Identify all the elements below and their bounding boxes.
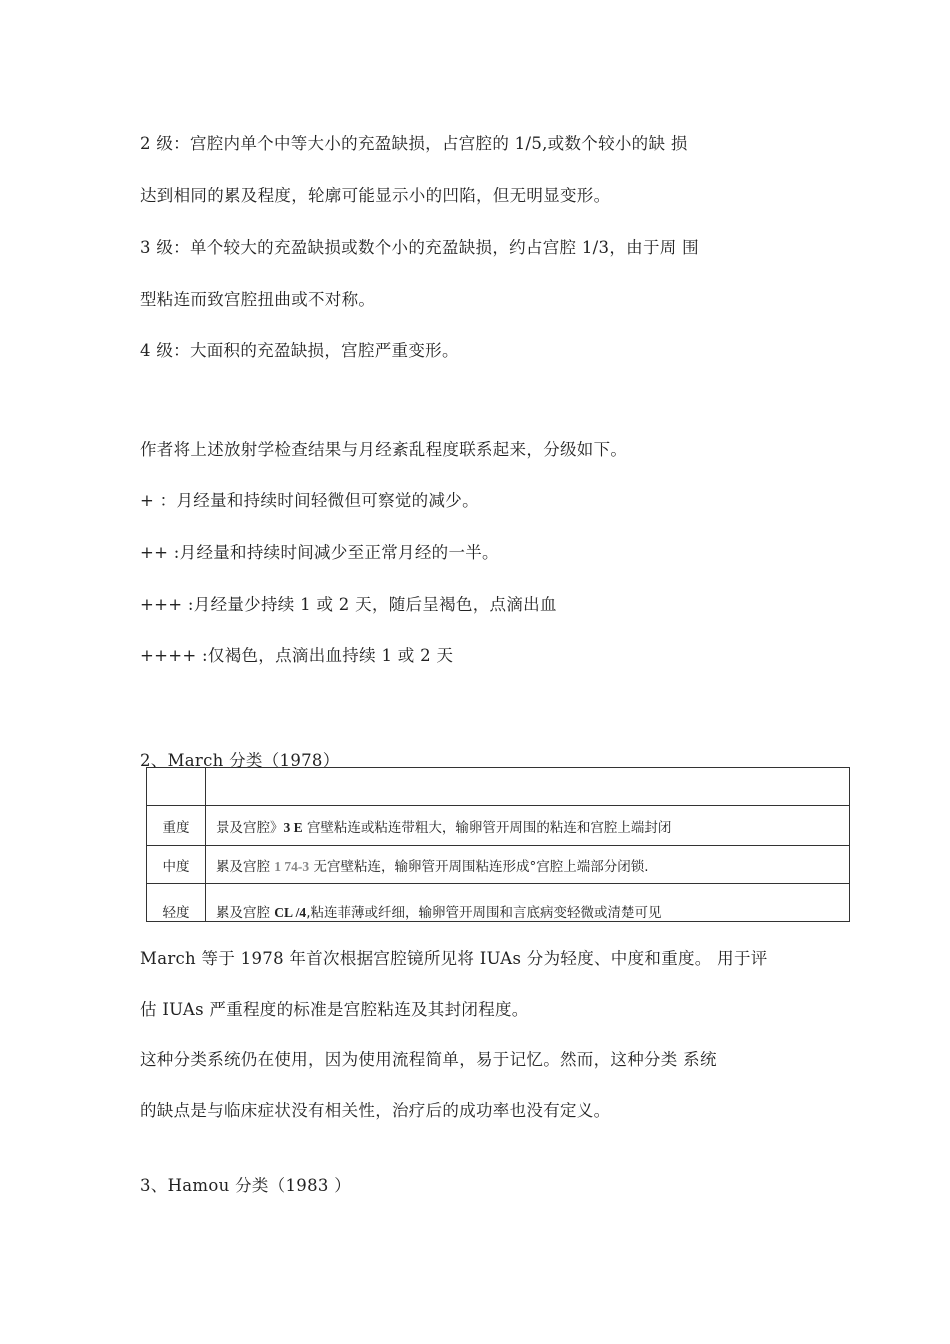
description-code: CL /4 xyxy=(274,905,307,920)
grade-2-line-1: 2 级：宫腔内单个中等大小的充盈缺损，占宫腔的 1/5,或数个较小的缺 损 xyxy=(140,134,688,153)
menstrual-plus-2: ++ :月经量和持续时间减少至正常月经的一半。 xyxy=(140,543,499,562)
table-row xyxy=(147,884,850,922)
march-paragraph-1-line-2: 估 IUAs 严重程度的标准是宫腔粘连及其封闭程度。 xyxy=(140,1000,529,1019)
grade-3-line-2: 型粘连而致宫腔扭曲或不对称。 xyxy=(140,290,376,309)
header-cell-empty xyxy=(206,768,850,806)
description-prefix: 累及宫腔 xyxy=(216,905,270,921)
march-paragraph-2-line-1: 这种分类系统仍在使用，因为使用流程简单，易于记忆。然而，这种分类 系统 xyxy=(140,1050,717,1069)
menstrual-intro: 作者将上述放射学检查结果与月经紊乱程度联系起来，分级如下。 xyxy=(140,440,628,459)
table-row xyxy=(147,846,850,884)
description-cell xyxy=(206,846,850,884)
menstrual-plus-3: +++ :月经量少持续 1 或 2 天，随后呈褐色，点滴出血 xyxy=(140,595,557,614)
description-cell xyxy=(206,884,850,922)
grade-4-line: 4 级：大面积的充盈缺损，宫腔严重变形。 xyxy=(140,341,459,360)
description-text: ,粘连菲薄或纤细，输卵管开周围和言底病变轻微或清楚可见 xyxy=(306,905,662,921)
description-text: 宫壁粘连或粘连带粗大，输卵管开周围的粘连和宫腔上端封闭 xyxy=(306,819,672,836)
severity-cell: 轻度 xyxy=(147,884,206,922)
severity-cell: 中度 xyxy=(147,846,206,884)
description-cell xyxy=(206,806,850,846)
table-header-row xyxy=(147,768,850,806)
march-paragraph-2-line-2: 的缺点是与临床症状没有相关性，治疗后的成功率也没有定义。 xyxy=(140,1101,611,1120)
march-classification-table xyxy=(146,767,850,922)
hamou-heading: 3、Hamou 分类（1983 ） xyxy=(140,1176,352,1195)
description-prefix: 景及宫腔》 xyxy=(216,819,284,836)
menstrual-plus-1: + ：月经量和持续时间轻微但可察觉的减少。 xyxy=(140,491,479,510)
march-heading: 2、March 分类（1978） xyxy=(140,751,340,770)
description-code: 3 E xyxy=(283,819,303,835)
description-prefix: 累及宫腔 xyxy=(216,858,270,875)
description-code: 1 74-3 xyxy=(274,858,310,874)
description-text: 无宫壁粘连，输卵管开周围粘连形成°宫腔上端部分闭锁. xyxy=(313,858,649,875)
severity-cell: 重度 xyxy=(147,806,206,846)
grade-3-line-1: 3 级：单个较大的充盈缺损或数个小的充盈缺损，约占宫腔 1/3，由于周 围 xyxy=(140,238,699,257)
march-paragraph-1-line-1: March 等于 1978 年首次根据宫腔镜所见将 IUAs 分为轻度、中度和重度。 用于评 xyxy=(140,949,768,968)
header-cell-empty xyxy=(147,768,206,806)
grade-2-line-2: 达到相同的累及程度，轮廓可能显示小的凹陷，但无明显变形。 xyxy=(140,186,611,205)
table-row xyxy=(147,806,850,846)
menstrual-plus-4: ++++ :仅褐色，点滴出血持续 1 或 2 天 xyxy=(140,646,454,665)
